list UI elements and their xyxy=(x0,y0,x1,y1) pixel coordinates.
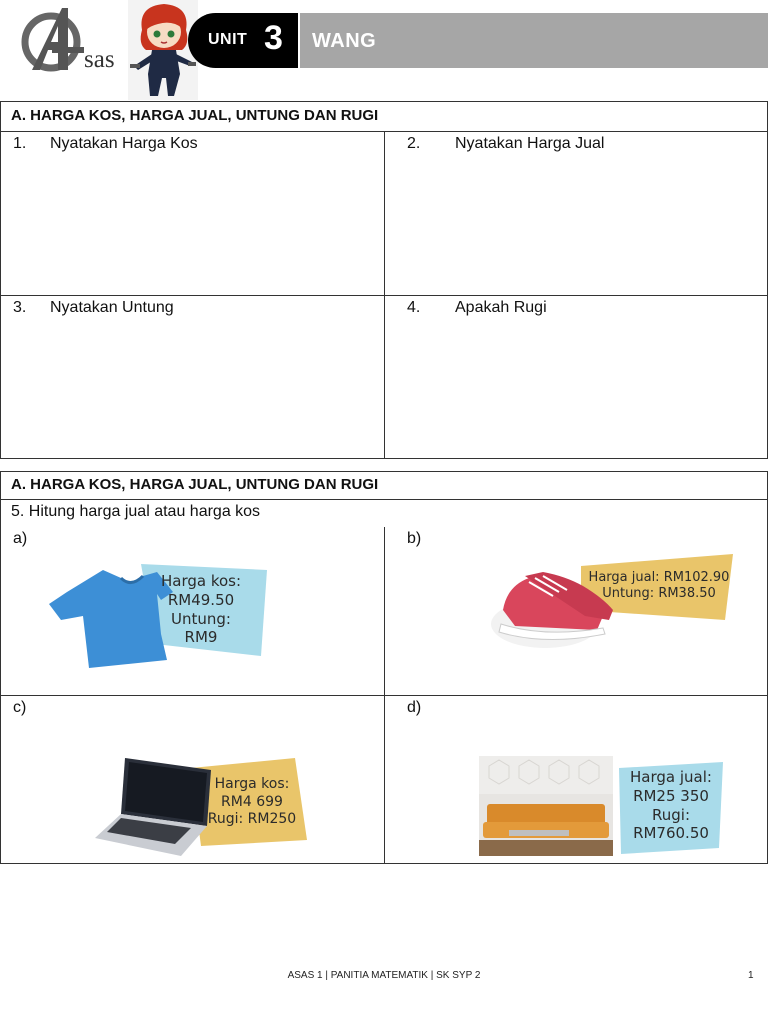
unit-badge xyxy=(188,13,298,68)
price-tag-d-line-4: RM760.50 xyxy=(633,824,709,843)
unit-title-bar xyxy=(300,13,768,68)
black-widow-mascot xyxy=(128,0,198,100)
item-a-label: a) xyxy=(13,530,28,547)
unit-title: WANG xyxy=(312,30,377,52)
section2-table xyxy=(0,471,768,864)
unit-number: 3 xyxy=(264,19,283,57)
price-tag-d-line-3: Rugi: xyxy=(652,805,690,824)
section1-title: A. HARGA KOS, HARGA JUAL, UNTUNG DAN RUGI xyxy=(11,107,379,124)
section2-instruction: 5. Hitung harga jual atau harga kos xyxy=(11,503,261,520)
price-tag-c-line-2: RM4 699 xyxy=(221,793,283,810)
page-footer: ASAS 1 | PANITIA MATEMATIK | SK SYP 2 xyxy=(287,970,481,981)
price-tag-b-line-2: Untung: RM38.50 xyxy=(602,586,716,602)
price-tag-c-line-1: Harga kos: xyxy=(214,776,290,792)
price-tag-a-line-4: RM9 xyxy=(184,628,218,647)
price-tag-d-line-1: Harga jual: xyxy=(630,768,712,786)
avengers-a-icon xyxy=(18,6,88,72)
unit-label: UNIT xyxy=(208,31,248,48)
price-tag-d xyxy=(621,768,721,843)
item-c-label: c) xyxy=(13,699,27,716)
price-tag-d-line-2: RM25 350 xyxy=(633,786,709,805)
section1-table: A. HARGA KOS, HARGA JUAL, UNTUNG DAN RUGI 1. Nyatakan Harga Kos 2. Nyatakan Harga Jual 3. Nyatakan Untung 4. Apakah Rugi xyxy=(0,101,768,459)
page-number: 1 xyxy=(748,970,754,981)
price-tag-b-line-1: Harga jual: RM102.90 xyxy=(588,570,730,585)
section2-title: A. HARGA KOS, HARGA JUAL, UNTUNG DAN RUGI xyxy=(11,476,379,493)
price-tag-a-line-1: Harga kos: xyxy=(160,572,242,590)
price-tag-a-line-2: RM49.50 xyxy=(167,590,235,609)
price-tag-b xyxy=(581,570,737,603)
item-d-label: d) xyxy=(407,699,422,716)
price-tag-c xyxy=(205,776,299,829)
price-tag-c-line-3: Rugi: RM250 xyxy=(207,811,297,827)
logo-text: sas xyxy=(84,46,115,73)
item-b-label: b) xyxy=(407,530,422,547)
price-tag-a xyxy=(153,572,249,647)
avengers-logo xyxy=(18,6,128,72)
sneaker-image xyxy=(485,554,737,654)
price-tag-a-line-3: Untung: xyxy=(171,609,231,628)
